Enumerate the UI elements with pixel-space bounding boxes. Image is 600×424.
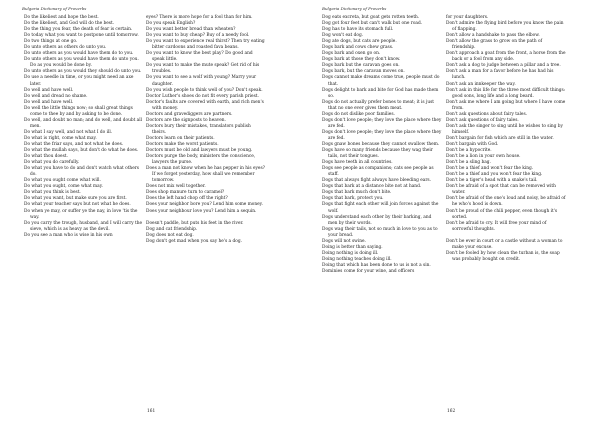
proverb-entry: Dominies come for your wine, and officers (322, 268, 415, 274)
proverb-entry: Do well, and doubt no man; and do well, and doubt all men. (24, 117, 142, 129)
proverb-entry: Doing nothing teaches doing ill. (322, 256, 392, 262)
proverb-column (446, 15, 566, 263)
proverb-column (24, 15, 144, 239)
proverb-entry: Don't be afraid to cry. It will free your mind of sorrowful thoughts. (446, 220, 547, 232)
proverb-entry: Do the likeliest, and God will do the best. (24, 21, 115, 27)
proverb-entry: Do well and have well. (24, 99, 74, 105)
proverb-entry: Dogs cannot make dreams come true, people must do that. (322, 75, 440, 87)
proverb-entry: Dogs delight to bark and bite for God has made them so. (322, 87, 439, 99)
proverb-entry: Do unto others as you would have them do unto you. Do as you would be done by. (24, 57, 139, 69)
proverb-entry: Do well and dread no shame. (24, 93, 88, 99)
proverb-entry: Do what I say well, and not what I do ill. (24, 129, 113, 135)
proverb-entry: Dogs don't love people; they love the place where they are fed. (322, 117, 442, 129)
proverb-entry: Does shop manure turn to caramel? (146, 190, 225, 196)
proverb-entry: Don't be proud of the chili pepper, even though it's sorted. (446, 208, 558, 220)
proverb-entry: Do what you ought come what will. (24, 178, 101, 184)
proverb-entry: Do what you ought, come what may. (24, 184, 103, 190)
proverb-entry: Don't ask an innkeeper the way. (446, 81, 516, 87)
proverb-entry: Do you want to make the mute speak? Get rid of his troubles. (146, 63, 260, 75)
proverb-entry: Do two things at one go. (24, 39, 78, 45)
proverb-entry: Dog don't get mad when you say he's a dog. (146, 238, 242, 244)
proverb-entry: Do what the friar says, and not what he does. (24, 141, 124, 147)
proverb-entry: Doctors must be old and lawyers must be young. (146, 148, 253, 154)
proverb-entry: Dogs understand each other by their barking, and men by their words. (322, 214, 432, 226)
proverb-entry: Do today what you want to postpone until tomorrow. (24, 33, 139, 39)
proverb-entry: Dog got four feet but can't walk but one road. (322, 21, 423, 27)
proverb-entry: Doctors make the worst patients. (146, 141, 219, 147)
proverb-entry: Doctors purge the body, ministers the conscience, lawyers the purse. (146, 154, 256, 166)
proverb-entry: Do you see a man who is wise in his own (24, 232, 113, 238)
proverb-column (146, 15, 266, 245)
proverb-entry: Do unto others as you would they should do unto you. (24, 69, 142, 75)
proverb-entry: Dogs that bark at a distance bite not at hand. (322, 184, 422, 190)
proverb-entry: Do what is right, come what may. (24, 135, 97, 141)
proverb-entry: Dogs wag their tails, not so much in love to you as to your bread. (322, 226, 438, 238)
proverb-entry: Do use a needle in time, or you might need an axe later. (24, 75, 134, 87)
proverb-entry: Don't be a thief and won't fear the king. (446, 166, 534, 172)
proverb-entry: Dog eats excreta, but goat gets rotten teeth. (322, 15, 420, 20)
proverb-entry: Don't ask a man for a favor before he has had his lunch. (446, 69, 554, 81)
proverb-entry: Do you want to see a wolf with young? Marry your daughter. (146, 75, 257, 87)
proverb-entry: Dogs bark but the caravan goes on. (322, 63, 400, 69)
proverb-entry: Do well and have well. (24, 87, 74, 93)
proverb-entry: Do what thou doest. (24, 154, 68, 160)
proverb-entry: Dogs that fight each other will join forces against the wolf. (322, 202, 439, 214)
page-number: 161 (147, 409, 156, 414)
proverb-entry: Doing is better than saying. (322, 244, 383, 250)
proverb-entry: Do well the little things now; so shall great things come to thee by and by asking to be done. (24, 105, 133, 117)
proverb-entry: Don't bargain with God. (446, 141, 499, 147)
proverb-entry: Dogs bark and oxen go on. (322, 51, 381, 57)
proverb-entry: Don't be a tiger's head with a snake's tail. (446, 178, 538, 184)
proverb-entry: Doctors learn on their patients. (146, 135, 215, 141)
proverb-entry: Doctors are the signposts to heaven. (146, 117, 226, 123)
proverb-entry: Does not mix well together. (146, 184, 206, 190)
proverb-entry: Dogs that always fight always have bleeding ears. (322, 178, 431, 184)
proverb-entry: Do what you do carefully. (24, 160, 80, 166)
running-head: Bulgaria Dictionary of Proverbs (22, 6, 87, 11)
proverb-entry: Don't be a sling bag. (446, 160, 491, 166)
proverb-entry: Do what you think is best. (24, 190, 81, 196)
proverb-entry: Do the thing you fear, the death of fear is certain. (24, 27, 133, 33)
right-page (300, 0, 600, 424)
proverb-entry: Don't ask questions about fairy tales. (446, 111, 528, 117)
proverb-entry: Do you want to know the best play? Do good and speak little. (146, 51, 253, 63)
proverb-entry: Dogs don't love people; they love the place where they are fed. (322, 129, 442, 141)
proverb-entry: Doctors bury their mistakes, translators publish theirs. (146, 123, 251, 135)
proverb-entry: Do when ye may, or suffer ye the nay, in love 'tis the way. (24, 208, 138, 220)
proverb-entry: Doctor Luther's shoes do not fit every parish priest. (146, 93, 259, 99)
proverb-entry: Don't ask a dog to judge between a pillar and a tree. (446, 63, 561, 69)
proverb-entry: Don't ask questions of fairy tales. (446, 117, 519, 123)
proverb-entry: Dogs see people as companions; cats see people as staff. (322, 166, 434, 178)
proverb-entry: Don't be fooled by how clean the turban is, the soap was probably bought on credit. (446, 250, 560, 262)
proverb-entry: Don't be a thief and you won't fear the king. (446, 172, 543, 178)
proverb-entry: Dogs bark at those they don't know. (322, 57, 401, 63)
proverb-entry: Does your neighbour love you? Lend him a sequin. (146, 208, 257, 214)
proverb-entry: Don't allow a handshake to pass the elbow. (446, 33, 540, 39)
proverb-entry: Dogs bark and cows chew grass. (322, 45, 394, 51)
proverb-entry: Do what you want, but make sure you are first. (24, 196, 127, 202)
proverb-entry: Do what you have to do and don't watch what others do. (24, 166, 140, 178)
proverb-entry: Dogs that bark much don't bite. (322, 190, 392, 196)
proverb-column (322, 15, 442, 275)
running-head: Bulgaria Dictionary of Proverbs (322, 6, 387, 11)
proverb-entry: Doesn't paddle, but puts his feet in the river. (146, 220, 244, 226)
proverb-entry: Don't admire the flying bird before you know the pain of flapping. (446, 21, 564, 33)
proverb-entry: Dog has to have its stomach full. (322, 27, 394, 33)
proverb-entry: Do you speak English? (146, 21, 196, 27)
proverb-entry: Do you carry the trough, husband, and I will carry the sieve, which is as heavy as the devil. (24, 220, 143, 232)
proverb-entry: Don't approach a goat from the front, a horse from the back or a fool from any side. (446, 51, 566, 63)
proverb-entry: Do unto others as you would have them do to you. (24, 51, 134, 57)
proverb-entry: Dog does not eat dog. (146, 232, 194, 238)
proverb-entry: Don't ask the singer to sing until he wishes to sing by himself. (446, 123, 563, 135)
proverb-entry: for your daughters. (446, 15, 489, 20)
proverb-entry: Don't allow the grass to grow on the path of friendship. (446, 39, 543, 51)
proverb-entry: Don't be afraid of a spot that can be removed with water. (446, 184, 556, 196)
proverb-entry: Do the likeliest and hope the best. (24, 15, 99, 20)
proverb-entry: Don't bargain for fish which are still in the water. (446, 135, 554, 141)
proverb-entry: Dogs have teeth in all countries. (322, 160, 393, 166)
proverb-entry: eyes? There is more hope for a fool than for him. (146, 15, 253, 20)
proverb-entry: Don't be a hypocrite. (446, 148, 492, 154)
proverb-entry: Dogs do not actually prefer bones to meat; it is just that no one ever gives them meat. (322, 99, 435, 111)
proverb-entry: Doctor's faults are covered with earth, and rich men's with money. (146, 99, 264, 111)
proverb-entry: Dogs gnaw bones because they cannot swallow them. (322, 141, 440, 147)
proverb-entry: Don't be a lion in your own house. (446, 154, 521, 160)
proverb-entry: Does a man not know when he has pepper in his eyes? If we forget yesterday, how shall we remember tomorrow. (146, 166, 265, 184)
proverb-entry: Does your neighbor bore you? Lend him some money. (146, 202, 263, 208)
proverb-entry: Doing that which has been done to us is not a sin. (322, 262, 431, 268)
proverb-entry: Don't be ever in court or a castle without a woman to make your excuse. (446, 238, 563, 250)
proverb-entry: Do unto others as others do unto you. (24, 45, 107, 51)
proverb-entry: Do what the mullah says, but don't do what he does. (24, 148, 139, 154)
proverb-entry: Dogs do not dislike poor families. (322, 111, 395, 117)
proverb-entry: Dog won't eat dog. (322, 33, 364, 39)
proverb-entry: Dogs have so many friends because they wag their tails, not their tongues. (322, 148, 433, 160)
proverb-entry: Do you wish people to think well of you? Don't speak. (146, 87, 263, 93)
proverb-entry: Doctors and gravediggers are partners. (146, 111, 233, 117)
proverb-entry: Dog and cat friendship. (146, 226, 198, 232)
proverb-entry: Don't ask me where I am going but where I have come from. (446, 99, 566, 111)
proverb-entry: Dog ate dogs, but cats are people. (322, 39, 397, 45)
proverb-entry: Do you want to buy cheap? Buy of a needy fool. (146, 33, 250, 39)
proverb-entry: Do you want better bread than wheaten? (146, 27, 236, 33)
proverb-entry: Don't ask in this life for the three most difficult things: good sons, long life and a long beard. (446, 87, 566, 99)
proverb-entry: Dogs will not swine. (322, 238, 366, 244)
proverb-entry: Does the left hand chop off the right? (146, 196, 228, 202)
proverb-entry: Dogs bark, but the caravan moves on. (322, 69, 405, 75)
proverb-entry: Do you want to experience real thirst? Then try eating bitter cardoons and roasted fava beans. (146, 39, 265, 51)
proverb-entry: Do what your teacher says but not what he does. (24, 202, 131, 208)
proverb-entry: Dogs that bark, protect you. (322, 196, 384, 202)
page-number: 162 (447, 409, 456, 414)
proverb-entry: Doing nothing is doing ill. (322, 250, 379, 256)
proverb-entry: Don't be afraid of the one's loud and noisy, be afraid of he who's hood is down. (446, 196, 566, 208)
